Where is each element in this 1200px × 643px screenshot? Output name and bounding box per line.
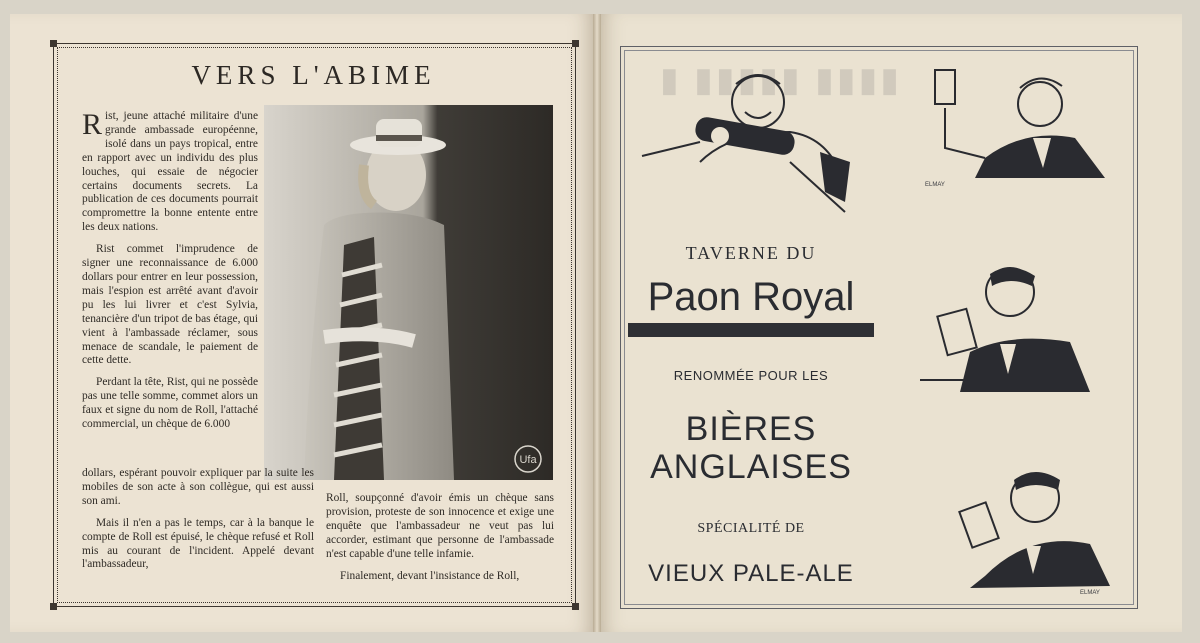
paragraph-1: Rist, jeune attaché militaire d'une grande ambassade européenne, isolé dans un pays tropical, entre en rapport avec un individu des plus louches, qui essaie de négocier certains documents secrets. La publication de ces documents pourrait compromettre la bonne entente entre les deux nations.	[82, 108, 258, 234]
man-drinking-illustration-2	[900, 262, 1100, 402]
paragraph-5: Mais il n'en a pas le temps, car à la banque le compte de Roll est épuisé, le chèque refusé et Roll mis au courant de l'incident. Appelé devant l'ambassadeur,	[82, 516, 314, 571]
article-column-2	[82, 467, 314, 580]
film-still-photo	[264, 105, 553, 480]
bieres-heading: BIÈRES ANGLAISES	[650, 410, 852, 486]
actress-illustration	[264, 105, 553, 480]
waiter-pouring-illustration	[640, 62, 870, 232]
dropcap: R	[82, 108, 103, 141]
paragraph-3: Perdant la tête, Rist, qui ne possède pas une telle somme, commet alors un faux et signe du nom de Roll, l'attaché commercial, un chèque de 6.000	[82, 376, 258, 431]
paragraph-4: dollars, espérant pouvoir expliquer par la suite les mobiles de son acte à son collègue, qui est aussi son ami.	[82, 467, 314, 507]
tavern-name: Paon Royal	[647, 275, 855, 319]
decorative-bar	[628, 323, 874, 337]
paragraph-6: Roll, soupçonné d'avoir émis un chèque sans provision, proteste de son innocence et exige une enquête que l'ambassadeur ne veut pas lui accorder, estimant que personne de l'ambassade n'est capable d'une telle infamie.	[326, 492, 554, 560]
artist-signature-2: ELMAY	[1080, 590, 1100, 596]
article-column-1	[82, 110, 258, 440]
specialite-label: SPÉCIALITÉ DE	[697, 521, 805, 536]
ufa-logo: Ufa	[519, 454, 537, 466]
article-column-3	[326, 492, 554, 591]
man-with-glass-illustration-1	[925, 68, 1125, 188]
taverne-label: TAVERNE DU	[685, 243, 817, 263]
book-gutter	[593, 14, 601, 632]
paragraph-2: Rist commet l'imprudence de signer une reconnaissance de 6.000 dollars pour entrer en leur possession, mais l'espion est arrêté avant d'avoir pu les lui livrer et c'est Sylvia, tenancière d'un tripot de bas étage, qui vient à l'ambassade réclamer, sous menace de scandale, le paiement de cette dette.	[82, 243, 258, 367]
man-drinking-illustration-3	[930, 466, 1120, 596]
renommee-label: RENOMMÉE POUR LES	[673, 368, 829, 383]
article-title: VERS L'ABIME	[191, 60, 436, 90]
vieux-pale-ale: VIEUX PALE-ALE	[648, 560, 854, 587]
show-through-text: ▮ ▮▮▮▮▮ ▮▮▮▮	[660, 61, 902, 99]
paragraph-7: Finalement, devant l'insistance de Roll,	[340, 569, 520, 582]
artist-signature-1: ELMAY	[925, 182, 945, 188]
